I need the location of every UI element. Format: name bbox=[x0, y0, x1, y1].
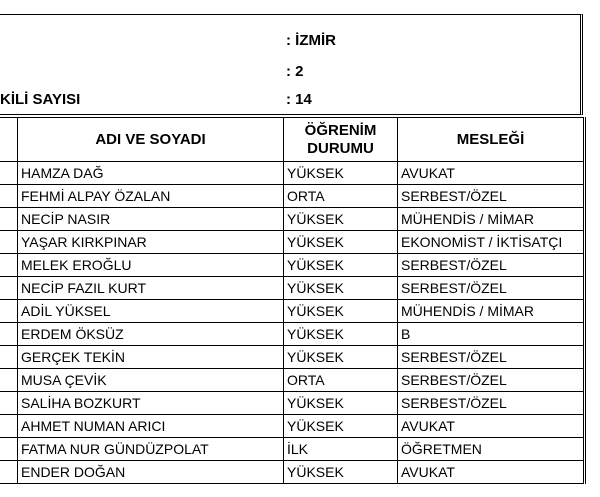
profession-cell: SERBEST/ÖZEL bbox=[398, 277, 585, 300]
row-number-cell bbox=[0, 392, 18, 415]
row-number-cell bbox=[0, 162, 18, 185]
profession-cell: AVUKAT bbox=[398, 461, 585, 484]
table-row bbox=[0, 323, 585, 346]
education-cell: İLK bbox=[284, 438, 398, 461]
profession-cell: B bbox=[398, 323, 585, 346]
name-cell: ENDER DOĞAN bbox=[18, 461, 284, 484]
profession-column-header: MESLEĞİ bbox=[398, 118, 585, 162]
number-column-header bbox=[0, 118, 18, 162]
row-number-cell bbox=[0, 231, 18, 254]
table-row bbox=[0, 392, 585, 415]
table-row bbox=[0, 461, 585, 484]
profession-cell: SERBEST/ÖZEL bbox=[398, 254, 585, 277]
row-number-cell bbox=[0, 438, 18, 461]
education-cell: YÜKSEK bbox=[284, 254, 398, 277]
table-row bbox=[0, 300, 585, 323]
profession-cell: ÖĞRETMEN bbox=[398, 438, 585, 461]
name-cell: ERDEM ÖKSÜZ bbox=[18, 323, 284, 346]
table-row bbox=[0, 346, 585, 369]
education-column-header: ÖĞRENİM DURUMU bbox=[284, 118, 398, 162]
education-cell: YÜKSEK bbox=[284, 415, 398, 438]
count-value: : 2 bbox=[286, 63, 304, 80]
education-cell: YÜKSEK bbox=[284, 208, 398, 231]
row-number-cell bbox=[0, 415, 18, 438]
city-value: : İZMİR bbox=[286, 32, 336, 49]
row-number-cell bbox=[0, 461, 18, 484]
row-number-cell bbox=[0, 277, 18, 300]
profession-cell: SERBEST/ÖZEL bbox=[398, 392, 585, 415]
row-number-cell bbox=[0, 323, 18, 346]
row-number-cell bbox=[0, 369, 18, 392]
name-cell: MUSA ÇEVİK bbox=[18, 369, 284, 392]
name-cell: GERÇEK TEKİN bbox=[18, 346, 284, 369]
education-cell: ORTA bbox=[284, 369, 398, 392]
table-row bbox=[0, 231, 585, 254]
profession-cell: MÜHENDİS / MİMAR bbox=[398, 208, 585, 231]
profession-cell: AVUKAT bbox=[398, 162, 585, 185]
education-cell: YÜKSEK bbox=[284, 231, 398, 254]
name-column-header: ADI VE SOYADI bbox=[18, 118, 284, 162]
profession-cell: MÜHENDİS / MİMAR bbox=[398, 300, 585, 323]
table-row bbox=[0, 162, 585, 185]
table-row bbox=[0, 438, 585, 461]
row-number-cell bbox=[0, 346, 18, 369]
row-number-cell bbox=[0, 185, 18, 208]
education-cell: ORTA bbox=[284, 185, 398, 208]
name-cell: FATMA NUR GÜNDÜZPOLAT bbox=[18, 438, 284, 461]
education-cell: YÜKSEK bbox=[284, 162, 398, 185]
name-cell: MELEK EROĞLU bbox=[18, 254, 284, 277]
name-cell: AHMET NUMAN ARICI bbox=[18, 415, 284, 438]
name-cell: NECİP FAZIL KURT bbox=[18, 277, 284, 300]
table-row bbox=[0, 415, 585, 438]
table-row bbox=[0, 208, 585, 231]
total-value: : 14 bbox=[286, 91, 312, 108]
members-table bbox=[0, 117, 586, 484]
member-count-label: KİLİ SAYISI bbox=[0, 91, 81, 108]
education-cell: YÜKSEK bbox=[284, 277, 398, 300]
name-cell: HAMZA DAĞ bbox=[18, 162, 284, 185]
profession-cell: SERBEST/ÖZEL bbox=[398, 346, 585, 369]
name-cell: YAŞAR KIRKPINAR bbox=[18, 231, 284, 254]
profession-cell: SERBEST/ÖZEL bbox=[398, 185, 585, 208]
table-body bbox=[0, 162, 585, 484]
education-cell: YÜKSEK bbox=[284, 392, 398, 415]
name-cell: SALİHA BOZKURT bbox=[18, 392, 284, 415]
profession-cell: AVUKAT bbox=[398, 415, 585, 438]
row-number-cell bbox=[0, 254, 18, 277]
row-number-cell bbox=[0, 208, 18, 231]
profession-cell: SERBEST/ÖZEL bbox=[398, 369, 585, 392]
table-row bbox=[0, 254, 585, 277]
table-row bbox=[0, 369, 585, 392]
name-cell: ADİL YÜKSEL bbox=[18, 300, 284, 323]
education-cell: YÜKSEK bbox=[284, 346, 398, 369]
education-cell: YÜKSEK bbox=[284, 300, 398, 323]
name-cell: NECİP NASIR bbox=[18, 208, 284, 231]
profession-cell: EKONOMİST / İKTİSATÇI bbox=[398, 231, 585, 254]
table-row bbox=[0, 185, 585, 208]
row-number-cell bbox=[0, 300, 18, 323]
table-row bbox=[0, 277, 585, 300]
name-cell: FEHMİ ALPAY ÖZALAN bbox=[18, 185, 284, 208]
table-header-row bbox=[0, 118, 585, 162]
education-cell: YÜKSEK bbox=[284, 323, 398, 346]
education-cell: YÜKSEK bbox=[284, 461, 398, 484]
